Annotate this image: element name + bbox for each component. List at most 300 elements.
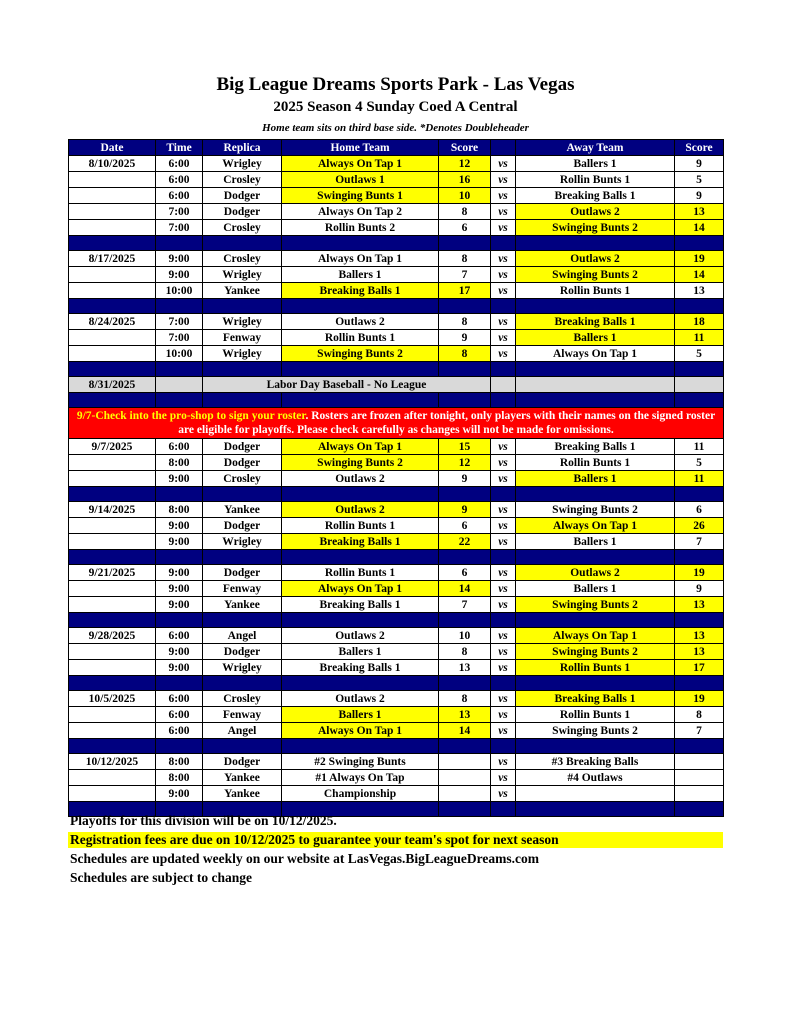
date-cell: 9/14/2025 bbox=[69, 502, 156, 518]
away-score-cell: 19 bbox=[675, 251, 724, 267]
separator-cell bbox=[439, 299, 491, 314]
separator-cell bbox=[69, 739, 156, 754]
separator-cell bbox=[203, 487, 282, 502]
home-score-cell: 12 bbox=[439, 156, 491, 172]
separator-cell bbox=[156, 487, 203, 502]
game-row bbox=[69, 770, 724, 786]
away-team-cell: Rollin Bunts 1 bbox=[516, 660, 675, 676]
home-team-cell: Breaking Balls 1 bbox=[282, 597, 439, 613]
field-cell: Crosley bbox=[203, 172, 282, 188]
vs-cell: vs bbox=[491, 330, 516, 346]
holiday-label: Labor Day Baseball - No League bbox=[203, 377, 491, 393]
separator-cell bbox=[516, 676, 675, 691]
game-row bbox=[69, 314, 724, 330]
game-row bbox=[69, 723, 724, 739]
vs-cell: vs bbox=[491, 188, 516, 204]
separator-cell bbox=[675, 393, 724, 408]
home-team-cell: Always On Tap 1 bbox=[282, 439, 439, 455]
date-cell: 9/21/2025 bbox=[69, 565, 156, 581]
field-cell: Dodger bbox=[203, 754, 282, 770]
separator-cell bbox=[203, 362, 282, 377]
time-cell: 9:00 bbox=[156, 518, 203, 534]
separator-cell bbox=[491, 362, 516, 377]
away-team-cell: Swinging Bunts 2 bbox=[516, 723, 675, 739]
time-cell: 6:00 bbox=[156, 439, 203, 455]
away-score-cell: 5 bbox=[675, 455, 724, 471]
field-cell: Wrigley bbox=[203, 660, 282, 676]
separator-cell bbox=[156, 236, 203, 251]
vs-cell: vs bbox=[491, 660, 516, 676]
date-cell bbox=[69, 770, 156, 786]
time-cell: 6:00 bbox=[156, 172, 203, 188]
separator-cell bbox=[439, 362, 491, 377]
column-header bbox=[491, 140, 516, 156]
field-cell: Angel bbox=[203, 628, 282, 644]
home-score-cell: 8 bbox=[439, 346, 491, 362]
date-cell: 9/7/2025 bbox=[69, 439, 156, 455]
game-row bbox=[69, 518, 724, 534]
time-cell: 6:00 bbox=[156, 723, 203, 739]
vs-cell: vs bbox=[491, 314, 516, 330]
separator-cell bbox=[439, 393, 491, 408]
home-score-cell: 14 bbox=[439, 581, 491, 597]
separator-cell bbox=[675, 739, 724, 754]
away-team-cell: Swinging Bunts 2 bbox=[516, 502, 675, 518]
away-score-cell: 13 bbox=[675, 597, 724, 613]
home-team-cell: Swinging Bunts 2 bbox=[282, 346, 439, 362]
date-cell bbox=[69, 707, 156, 723]
away-team-cell: Outlaws 2 bbox=[516, 251, 675, 267]
home-score-cell: 9 bbox=[439, 330, 491, 346]
separator-cell bbox=[69, 550, 156, 565]
separator-cell bbox=[156, 299, 203, 314]
separator-cell bbox=[516, 802, 675, 817]
week-separator bbox=[69, 613, 724, 628]
away-score-cell bbox=[675, 786, 724, 802]
vs-cell: vs bbox=[491, 346, 516, 362]
away-team-cell: Always On Tap 1 bbox=[516, 628, 675, 644]
field-cell: Dodger bbox=[203, 644, 282, 660]
vs-cell: vs bbox=[491, 283, 516, 299]
date-cell bbox=[69, 204, 156, 220]
home-score-cell: 8 bbox=[439, 251, 491, 267]
home-score-cell: 6 bbox=[439, 565, 491, 581]
separator-cell bbox=[203, 299, 282, 314]
separator-cell bbox=[282, 739, 439, 754]
header-row bbox=[69, 140, 724, 156]
schedule-table bbox=[68, 139, 724, 817]
week-separator bbox=[69, 676, 724, 691]
field-cell: Crosley bbox=[203, 691, 282, 707]
week-separator bbox=[69, 487, 724, 502]
away-team-cell: Swinging Bunts 2 bbox=[516, 597, 675, 613]
time-cell: 9:00 bbox=[156, 644, 203, 660]
field-cell: Wrigley bbox=[203, 346, 282, 362]
date-cell: 8/31/2025 bbox=[69, 377, 156, 393]
time-cell: 7:00 bbox=[156, 220, 203, 236]
vs-cell: vs bbox=[491, 644, 516, 660]
time-cell: 8:00 bbox=[156, 770, 203, 786]
away-score-cell: 7 bbox=[675, 723, 724, 739]
away-score-cell: 5 bbox=[675, 346, 724, 362]
separator-cell bbox=[516, 299, 675, 314]
away-score-cell: 6 bbox=[675, 502, 724, 518]
vs-cell: vs bbox=[491, 156, 516, 172]
separator-cell bbox=[491, 613, 516, 628]
vs-cell: vs bbox=[491, 220, 516, 236]
field-cell: Wrigley bbox=[203, 314, 282, 330]
separator-cell bbox=[675, 487, 724, 502]
away-team-cell: Ballers 1 bbox=[516, 471, 675, 487]
away-score-cell: 14 bbox=[675, 220, 724, 236]
separator-cell bbox=[282, 236, 439, 251]
separator-cell bbox=[282, 613, 439, 628]
away-score-cell: 13 bbox=[675, 628, 724, 644]
separator-cell bbox=[439, 236, 491, 251]
away-team-cell: Ballers 1 bbox=[516, 581, 675, 597]
home-score-cell bbox=[439, 786, 491, 802]
date-cell: 10/5/2025 bbox=[69, 691, 156, 707]
home-score-cell: 14 bbox=[439, 723, 491, 739]
separator-cell bbox=[282, 487, 439, 502]
separator-cell bbox=[516, 487, 675, 502]
column-header: Date bbox=[69, 140, 156, 156]
separator-cell bbox=[675, 236, 724, 251]
separator-cell bbox=[156, 739, 203, 754]
separator-cell bbox=[491, 802, 516, 817]
away-score-cell: 18 bbox=[675, 314, 724, 330]
date-cell bbox=[69, 534, 156, 550]
away-team-cell: Breaking Balls 1 bbox=[516, 314, 675, 330]
vs-cell: vs bbox=[491, 754, 516, 770]
date-cell bbox=[69, 644, 156, 660]
separator-cell bbox=[439, 739, 491, 754]
away-score-cell: 19 bbox=[675, 565, 724, 581]
field-cell: Crosley bbox=[203, 471, 282, 487]
vs-cell: vs bbox=[491, 251, 516, 267]
separator-cell bbox=[203, 676, 282, 691]
separator-cell bbox=[203, 613, 282, 628]
date-cell bbox=[69, 455, 156, 471]
game-row bbox=[69, 502, 724, 518]
separator-cell bbox=[439, 613, 491, 628]
separator-cell bbox=[156, 362, 203, 377]
vs-cell: vs bbox=[491, 267, 516, 283]
playoffs-note: Playoffs for this division will be on 10/12/2025. bbox=[70, 813, 337, 828]
date-cell bbox=[69, 581, 156, 597]
separator-cell bbox=[675, 613, 724, 628]
home-team-cell: Always On Tap 2 bbox=[282, 204, 439, 220]
time-cell: 9:00 bbox=[156, 471, 203, 487]
field-cell: Yankee bbox=[203, 770, 282, 786]
vs-cell: vs bbox=[491, 502, 516, 518]
field-cell: Yankee bbox=[203, 283, 282, 299]
week-separator bbox=[69, 299, 724, 314]
field-cell: Wrigley bbox=[203, 267, 282, 283]
date-cell bbox=[69, 346, 156, 362]
time-cell: 7:00 bbox=[156, 330, 203, 346]
date-cell bbox=[69, 172, 156, 188]
date-cell bbox=[69, 220, 156, 236]
separator-cell bbox=[69, 676, 156, 691]
date-cell: 8/17/2025 bbox=[69, 251, 156, 267]
separator-cell bbox=[516, 362, 675, 377]
field-cell: Dodger bbox=[203, 518, 282, 534]
date-cell bbox=[69, 723, 156, 739]
game-row bbox=[69, 455, 724, 471]
away-score-cell: 19 bbox=[675, 691, 724, 707]
separator-cell bbox=[491, 739, 516, 754]
separator-cell bbox=[203, 393, 282, 408]
home-score-cell: 17 bbox=[439, 283, 491, 299]
home-score-cell bbox=[439, 754, 491, 770]
separator-cell bbox=[282, 550, 439, 565]
time-cell: 8:00 bbox=[156, 754, 203, 770]
date-cell bbox=[69, 786, 156, 802]
away-team-cell: Outlaws 2 bbox=[516, 204, 675, 220]
game-row bbox=[69, 188, 724, 204]
separator-cell bbox=[282, 299, 439, 314]
game-row bbox=[69, 628, 724, 644]
home-team-cell: Rollin Bunts 1 bbox=[282, 518, 439, 534]
game-row bbox=[69, 439, 724, 455]
separator-cell bbox=[439, 676, 491, 691]
away-team-cell: Breaking Balls 1 bbox=[516, 439, 675, 455]
home-score-cell: 15 bbox=[439, 439, 491, 455]
separator-cell bbox=[282, 393, 439, 408]
vs-cell: vs bbox=[491, 723, 516, 739]
registration-note: Registration fees are due on 10/12/2025 to guarantee your team's spot for next season bbox=[68, 832, 723, 848]
vs-cell: vs bbox=[491, 204, 516, 220]
game-row bbox=[69, 204, 724, 220]
roster-notice-row bbox=[69, 408, 724, 439]
field-cell: Dodger bbox=[203, 439, 282, 455]
date-cell bbox=[69, 660, 156, 676]
home-team-cell: Championship bbox=[282, 786, 439, 802]
time-cell: 6:00 bbox=[156, 188, 203, 204]
separator-cell bbox=[156, 676, 203, 691]
date-cell bbox=[69, 518, 156, 534]
separator-cell bbox=[491, 550, 516, 565]
separator-cell bbox=[282, 676, 439, 691]
away-score-cell: 8 bbox=[675, 707, 724, 723]
week-separator bbox=[69, 739, 724, 754]
home-score-cell: 7 bbox=[439, 267, 491, 283]
separator-cell bbox=[69, 362, 156, 377]
date-cell bbox=[69, 330, 156, 346]
away-team-cell: Ballers 1 bbox=[516, 156, 675, 172]
column-header: Away Team bbox=[516, 140, 675, 156]
date-cell bbox=[69, 188, 156, 204]
time-cell: 9:00 bbox=[156, 267, 203, 283]
home-team-cell: Breaking Balls 1 bbox=[282, 660, 439, 676]
away-score-cell: 17 bbox=[675, 660, 724, 676]
home-score-cell bbox=[439, 770, 491, 786]
home-score-cell: 10 bbox=[439, 188, 491, 204]
home-team-cell: Rollin Bunts 1 bbox=[282, 330, 439, 346]
week-separator bbox=[69, 393, 724, 408]
game-row bbox=[69, 644, 724, 660]
field-cell: Crosley bbox=[203, 220, 282, 236]
away-team-cell: Rollin Bunts 1 bbox=[516, 707, 675, 723]
home-team-cell: #1 Always On Tap bbox=[282, 770, 439, 786]
time-cell: 9:00 bbox=[156, 597, 203, 613]
away-score-cell: 11 bbox=[675, 439, 724, 455]
field-cell: Dodger bbox=[203, 565, 282, 581]
home-team-cell: Outlaws 1 bbox=[282, 172, 439, 188]
home-score-cell: 8 bbox=[439, 644, 491, 660]
away-team-cell: Swinging Bunts 2 bbox=[516, 267, 675, 283]
separator-cell bbox=[516, 393, 675, 408]
away-team-cell: Swinging Bunts 2 bbox=[516, 220, 675, 236]
game-row bbox=[69, 283, 724, 299]
date-cell bbox=[69, 267, 156, 283]
home-team-cell: Ballers 1 bbox=[282, 267, 439, 283]
away-team-cell: Rollin Bunts 1 bbox=[516, 455, 675, 471]
column-header: Time bbox=[156, 140, 203, 156]
away-score-cell: 9 bbox=[675, 188, 724, 204]
game-row bbox=[69, 660, 724, 676]
date-cell: 10/12/2025 bbox=[69, 754, 156, 770]
home-team-cell: Breaking Balls 1 bbox=[282, 283, 439, 299]
home-score-cell: 7 bbox=[439, 597, 491, 613]
separator-cell bbox=[516, 739, 675, 754]
date-cell bbox=[69, 471, 156, 487]
away-team-cell: Always On Tap 1 bbox=[516, 346, 675, 362]
vs-cell: vs bbox=[491, 455, 516, 471]
separator-cell bbox=[675, 676, 724, 691]
home-score-cell: 8 bbox=[439, 314, 491, 330]
time-cell: 6:00 bbox=[156, 628, 203, 644]
week-separator bbox=[69, 362, 724, 377]
game-row bbox=[69, 471, 724, 487]
separator-cell bbox=[69, 393, 156, 408]
time-cell: 6:00 bbox=[156, 691, 203, 707]
game-row bbox=[69, 534, 724, 550]
time-cell: 7:00 bbox=[156, 314, 203, 330]
website-note: Schedules are updated weekly on our website at LasVegas.BigLeagueDreams.com bbox=[70, 851, 540, 866]
column-header: Score bbox=[439, 140, 491, 156]
away-score-cell: 26 bbox=[675, 518, 724, 534]
away-team-cell: Rollin Bunts 1 bbox=[516, 283, 675, 299]
field-cell: Yankee bbox=[203, 786, 282, 802]
week-separator bbox=[69, 550, 724, 565]
field-cell: Angel bbox=[203, 723, 282, 739]
home-score-cell: 9 bbox=[439, 471, 491, 487]
away-score-cell: 13 bbox=[675, 283, 724, 299]
time-cell: 10:00 bbox=[156, 346, 203, 362]
separator-cell bbox=[69, 487, 156, 502]
time-cell: 9:00 bbox=[156, 660, 203, 676]
home-team-cell: Outlaws 2 bbox=[282, 314, 439, 330]
home-score-cell: 12 bbox=[439, 455, 491, 471]
page-subtitle: 2025 Season 4 Sunday Coed A Central bbox=[273, 99, 518, 115]
field-cell: Wrigley bbox=[203, 534, 282, 550]
roster-notice-lead: 9/7-Check into the pro-shop to sign your roster bbox=[76, 410, 306, 422]
holiday-row bbox=[69, 377, 724, 393]
separator-cell bbox=[203, 236, 282, 251]
column-header: Score bbox=[675, 140, 724, 156]
game-row bbox=[69, 707, 724, 723]
game-row bbox=[69, 581, 724, 597]
separator-cell bbox=[69, 236, 156, 251]
home-team-cell: Breaking Balls 1 bbox=[282, 534, 439, 550]
away-team-cell: Always On Tap 1 bbox=[516, 518, 675, 534]
vs-cell: vs bbox=[491, 581, 516, 597]
home-score-cell: 9 bbox=[439, 502, 491, 518]
separator-cell bbox=[675, 362, 724, 377]
home-team-cell: Rollin Bunts 1 bbox=[282, 565, 439, 581]
vs-cell: vs bbox=[491, 565, 516, 581]
date-cell bbox=[69, 283, 156, 299]
home-team-cell: Outlaws 2 bbox=[282, 628, 439, 644]
time-cell: 9:00 bbox=[156, 581, 203, 597]
time-cell: 9:00 bbox=[156, 251, 203, 267]
game-row bbox=[69, 565, 724, 581]
game-row bbox=[69, 754, 724, 770]
away-team-cell: #3 Breaking Balls bbox=[516, 754, 675, 770]
home-team-cell: Ballers 1 bbox=[282, 707, 439, 723]
score-cell bbox=[675, 377, 724, 393]
home-team-cell: Ballers 1 bbox=[282, 644, 439, 660]
separator-cell bbox=[69, 613, 156, 628]
game-row bbox=[69, 251, 724, 267]
separator-cell bbox=[675, 299, 724, 314]
home-team-cell: Outlaws 2 bbox=[282, 471, 439, 487]
separator-cell bbox=[516, 236, 675, 251]
date-cell: 8/10/2025 bbox=[69, 156, 156, 172]
away-score-cell: 5 bbox=[675, 172, 724, 188]
away-score-cell: 11 bbox=[675, 330, 724, 346]
game-row bbox=[69, 346, 724, 362]
vs-cell: vs bbox=[491, 770, 516, 786]
column-header: Home Team bbox=[282, 140, 439, 156]
separator-cell bbox=[675, 802, 724, 817]
time-cell: 6:00 bbox=[156, 707, 203, 723]
game-row bbox=[69, 267, 724, 283]
separator-cell bbox=[491, 676, 516, 691]
field-cell: Fenway bbox=[203, 581, 282, 597]
home-team-cell: Swinging Bunts 2 bbox=[282, 455, 439, 471]
vs-cell: vs bbox=[491, 471, 516, 487]
away-team-cell: Breaking Balls 1 bbox=[516, 188, 675, 204]
game-row bbox=[69, 691, 724, 707]
home-score-cell: 22 bbox=[439, 534, 491, 550]
field-cell: Fenway bbox=[203, 330, 282, 346]
separator-cell bbox=[516, 550, 675, 565]
separator-cell bbox=[156, 613, 203, 628]
field-cell: Fenway bbox=[203, 707, 282, 723]
time-cell: 9:00 bbox=[156, 565, 203, 581]
away-score-cell bbox=[675, 770, 724, 786]
vs-cell: vs bbox=[491, 707, 516, 723]
home-score-cell: 6 bbox=[439, 518, 491, 534]
time-cell: 6:00 bbox=[156, 156, 203, 172]
vs-cell: vs bbox=[491, 786, 516, 802]
home-team-cell: Always On Tap 1 bbox=[282, 156, 439, 172]
separator-cell bbox=[675, 550, 724, 565]
time-cell: 8:00 bbox=[156, 502, 203, 518]
date-cell: 9/28/2025 bbox=[69, 628, 156, 644]
home-score-cell: 8 bbox=[439, 691, 491, 707]
away-score-cell: 13 bbox=[675, 204, 724, 220]
home-team-cell: Always On Tap 1 bbox=[282, 251, 439, 267]
away-score-cell bbox=[675, 754, 724, 770]
away-team-cell: #4 Outlaws bbox=[516, 770, 675, 786]
away-score-cell: 11 bbox=[675, 471, 724, 487]
away-score-cell: 13 bbox=[675, 644, 724, 660]
time-cell: 9:00 bbox=[156, 534, 203, 550]
